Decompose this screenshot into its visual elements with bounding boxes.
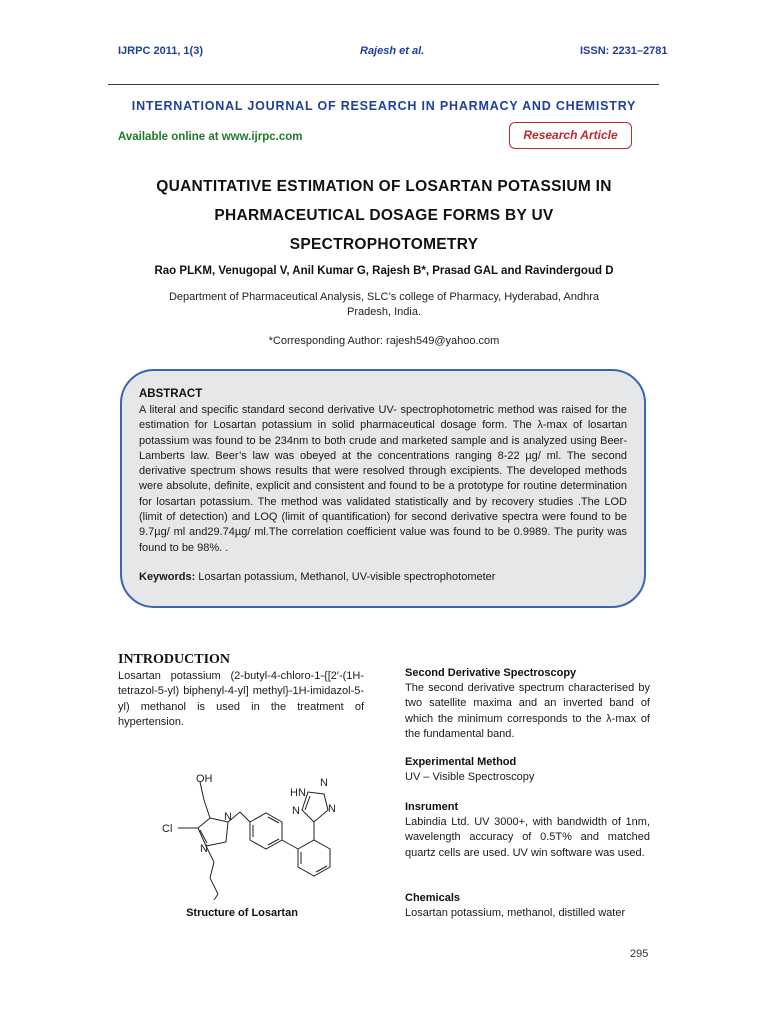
available-online-link[interactable]: Available online at www.ijrpc.com	[118, 131, 303, 143]
introduction-text: Losartan potassium (2-butyl-4-chloro-1-{[2′-(1H-tetrazol-5-yl) biphenyl-4-yl] methyl}-1H-imidazol-5-yl) methanol is used in the treatment of hypertension.	[118, 670, 364, 728]
header-author-short: Rajesh et al.	[360, 45, 425, 57]
abstract-heading: ABSTRACT	[139, 388, 203, 400]
abstract-text: A literal and specific standard second derivative UV- spectrophotometric method was raised for the estimation for Losartan potassium in solid pharmaceutical dosage form. The λ-max of losartan potassium was found to be 234nm to both crude and marketed sample and is analyzed using Beer-Lamberts law. Beer’s law was obeyed at the concentrations ranging 8-22 µg/ ml. The second derivative spectrum shows results that were resolved through excipients. The developed methods were absolute, definite, explicit and consistent and found to be a prototype for routine determination for losartan potassium. The method was validated statistically and by recovery studies .The LOD (limit of detection) and LOQ (limit of quantification) for second derivative spectra were found to be 9.7µg/ ml and29.74µg/ ml.The correlation coefficient value was found to be 0.9989. The purity was found to be 98%. .	[139, 404, 627, 554]
section-text: UV – Visible Spectroscopy	[405, 771, 535, 783]
header-journal-issue: IJRPC 2011, 1(3)	[118, 45, 203, 57]
structure-label-n: N	[328, 803, 336, 815]
structure-label-cl: Cl	[162, 823, 173, 835]
section-heading: Second Derivative Spectroscopy	[405, 667, 577, 679]
header-rule	[108, 84, 659, 85]
introduction-heading: INTRODUCTION	[118, 652, 231, 667]
section-heading: Experimental Method	[405, 756, 517, 768]
keywords	[139, 571, 495, 583]
structure-label-n: N	[292, 805, 300, 817]
section-text: Losartan potassium, methanol, distilled water	[405, 907, 626, 919]
structure-label-n-bottom: N	[200, 843, 208, 855]
keywords-label: Keywords:	[139, 571, 196, 583]
header-issn: ISSN: 2231–2781	[580, 45, 668, 57]
structure-label-n-top: N	[224, 811, 232, 823]
keywords-list: Losartan potassium, Methanol, UV-visible spectrophotometer	[195, 571, 496, 583]
article-type-badge: Research Article	[509, 122, 632, 149]
structure-caption: Structure of Losartan	[186, 907, 298, 919]
page-number: 295	[630, 948, 649, 960]
structure-label-n: N	[320, 777, 328, 789]
author-list: Rao PLKM, Venugopal V, Anil Kumar G, Rajesh B*, Prasad GAL and Ravindergoud D	[154, 265, 614, 277]
title-line: SPECTROPHOTOMETRY	[289, 236, 479, 253]
section-heading: Insrument	[405, 801, 459, 813]
journal-name: INTERNATIONAL JOURNAL OF RESEARCH IN PHARMACY AND CHEMISTRY	[131, 99, 637, 113]
structure-label-oh: OH	[196, 773, 213, 785]
title-line: PHARMACEUTICAL DOSAGE FORMS BY UV	[214, 207, 554, 224]
affiliation: Department of Pharmaceutical Analysis, SLC’s college of Pharmacy, Hyderabad, Andhra Pradesh, India.	[168, 291, 600, 318]
corresponding-author: *Corresponding Author: rajesh549@yahoo.com	[268, 335, 500, 347]
losartan-structure-diagram	[140, 770, 360, 900]
title-line: QUANTITATIVE ESTIMATION OF LOSARTAN POTASSIUM IN	[156, 178, 612, 195]
section-text: The second derivative spectrum characterised by two satellite maxima and an inverted band of which the minimum corresponds to the λ-max of the fundamental band.	[405, 682, 650, 740]
paper-title	[90, 172, 678, 259]
structure-label-hn: HN	[290, 787, 306, 799]
section-heading: Chemicals	[405, 892, 461, 904]
section-text: Labindia Ltd. UV 3000+, with bandwidth of 1nm, wavelength accuracy of 0.5T% and matched quartz cells are used. UV win software was used.	[405, 816, 650, 859]
